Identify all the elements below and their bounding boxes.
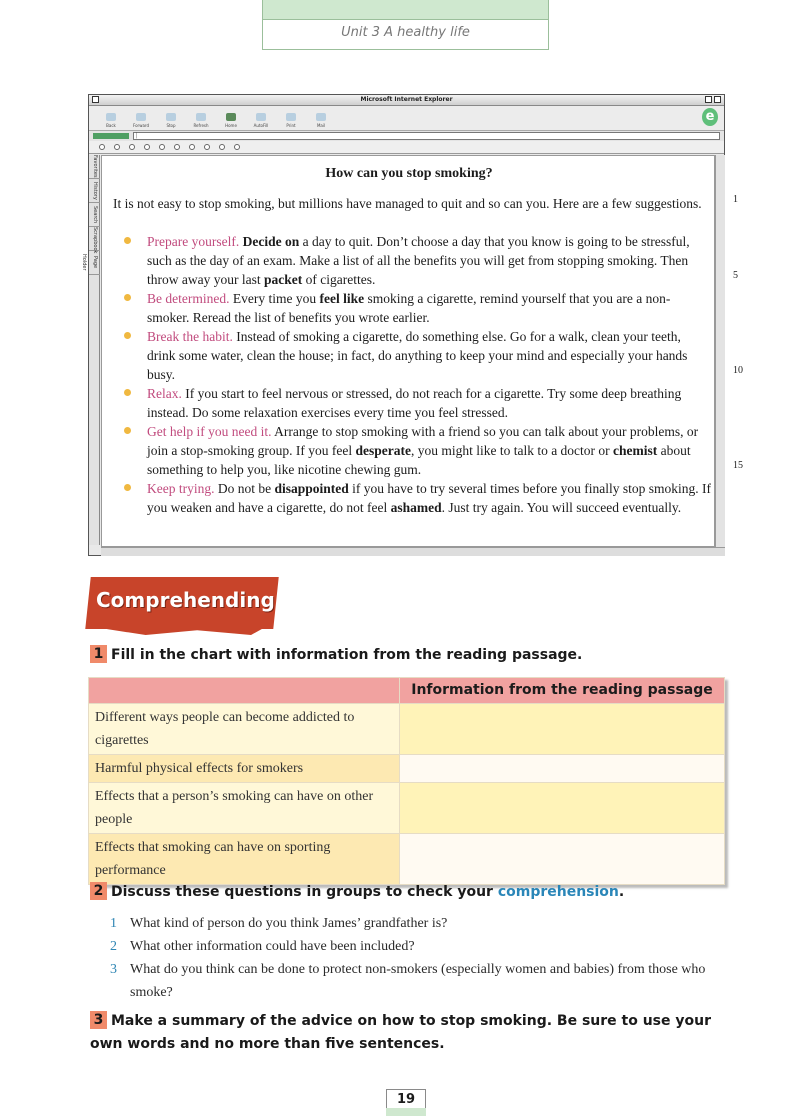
- table-row: [89, 755, 725, 783]
- bullet-icon: [124, 294, 131, 301]
- section-title: Comprehending: [96, 588, 275, 612]
- article-title: How can you stop smoking?: [325, 166, 493, 181]
- answer-cell[interactable]: [400, 704, 725, 755]
- list-item: Relax. If you start to feel nervous or stressed, do not reach for a cigarette. Try some deep breathing instead. Do some relaxation exercises every time you feel stressed.: [113, 384, 711, 422]
- tab-page-holder[interactable]: Page Holder: [89, 251, 100, 275]
- forward-icon: [136, 113, 146, 121]
- answer-cell[interactable]: [400, 783, 725, 834]
- table-row: [89, 834, 725, 885]
- web-page-content: [101, 155, 715, 547]
- tip-heading: Get help if you need it.: [147, 424, 272, 439]
- links-bar: [89, 141, 724, 154]
- vertical-scrollbar[interactable]: [715, 155, 725, 547]
- row-label: Effects that a person’s smoking can have on other people: [89, 783, 400, 834]
- browser-toolbar: [89, 106, 724, 130]
- link-button[interactable]: [144, 144, 152, 150]
- row-label: Harmful physical effects for smokers: [89, 755, 400, 783]
- link-icon: [99, 144, 105, 150]
- tip-heading: Keep trying.: [147, 481, 215, 496]
- link-icon: [114, 144, 120, 150]
- tab-favorites[interactable]: Favorites: [89, 155, 100, 179]
- link-icon: [144, 144, 150, 150]
- task-number: 1: [90, 645, 107, 663]
- task-number: 2: [90, 882, 107, 900]
- link-icon: [219, 144, 225, 150]
- horizontal-scrollbar[interactable]: [101, 547, 725, 556]
- refresh-icon: [196, 113, 206, 121]
- link-button[interactable]: [99, 144, 107, 150]
- tip-heading: Be determined.: [147, 291, 230, 306]
- tip-heading: Break the habit.: [147, 329, 233, 344]
- row-label: Effects that smoking can have on sporting performance: [89, 834, 400, 885]
- bullet-icon: [124, 389, 131, 396]
- tips-list: [113, 232, 711, 517]
- line-number: 10: [733, 365, 743, 376]
- link-icon: [204, 144, 210, 150]
- zoom-box-icon[interactable]: [705, 96, 712, 103]
- tab-search[interactable]: Search: [89, 203, 100, 227]
- table-row: [89, 783, 725, 834]
- tab-history[interactable]: History: [89, 179, 100, 203]
- task-text: Make a summary of the advice on how to stop smoking. Be sure to use your own words and no more than five sentences.: [90, 1013, 711, 1052]
- information-chart: [88, 677, 725, 885]
- forward-button[interactable]: Forward: [127, 113, 155, 128]
- list-item: 3 What do you think can be done to protect non-smokers (especially women and babies) from those who smoke?: [110, 962, 706, 1000]
- link-button[interactable]: [234, 144, 242, 150]
- list-item: Get help if you need it. Arrange to stop smoking with a friend so you can talk about your problems, or join a stop-smoking group. If you feel desperate, you might like to talk to a doctor or chemist about something to help you, like nicotine chewing gum.: [113, 422, 711, 479]
- line-number: 5: [733, 270, 738, 281]
- refresh-button[interactable]: Refresh: [187, 113, 215, 128]
- address-label: [93, 133, 129, 139]
- link-button[interactable]: [174, 144, 182, 150]
- back-icon: [106, 113, 116, 121]
- window-title: Microsoft Internet Explorer: [360, 96, 453, 103]
- collapse-box-icon[interactable]: [714, 96, 721, 103]
- link-icon: [189, 144, 195, 150]
- highlight-word: comprehension: [497, 884, 619, 900]
- tab-scrapbook[interactable]: Scrapbook: [89, 227, 100, 251]
- list-item: Prepare yourself. Decide on a day to quit. Don’t choose a day that you know is going to be stressful, such as the day of an exam. Make a list of all the benefits you will get from stopping smoking. Then throw away your last packet of cigarettes.: [113, 232, 711, 289]
- autofill-button[interactable]: AutoFill: [247, 113, 275, 128]
- link-button[interactable]: [204, 144, 212, 150]
- unit-header: [262, 0, 549, 50]
- link-button[interactable]: [159, 144, 167, 150]
- link-icon: [174, 144, 180, 150]
- home-button[interactable]: Home: [217, 113, 245, 128]
- link-button[interactable]: [189, 144, 197, 150]
- page-number: 19: [386, 1089, 426, 1111]
- bullet-icon: [124, 237, 131, 244]
- list-item: 1 What kind of person do you think James’ grandfather is?: [110, 916, 448, 931]
- print-icon: [286, 113, 296, 121]
- explorer-side-tabs: [81, 155, 100, 545]
- bullet-icon: [124, 484, 131, 491]
- link-icon: [234, 144, 240, 150]
- table-row: [89, 704, 725, 755]
- task-text: Fill in the chart with information from the reading passage.: [111, 647, 583, 663]
- answer-cell[interactable]: [400, 755, 725, 783]
- stop-button[interactable]: Stop: [157, 113, 185, 128]
- stop-icon: [166, 113, 176, 121]
- table-header-right: Information from the reading passage: [400, 678, 725, 704]
- task-number: 3: [90, 1011, 107, 1029]
- bullet-icon: [124, 427, 131, 434]
- autofill-icon: [256, 113, 266, 121]
- task-2: 2 Discuss these questions in groups to check your comprehension.: [90, 881, 624, 904]
- task-1: [90, 644, 582, 667]
- link-icon: [129, 144, 135, 150]
- address-input[interactable]: |: [133, 132, 720, 140]
- row-label: Different ways people can become addicted to cigarettes: [89, 704, 400, 755]
- link-button[interactable]: [114, 144, 122, 150]
- answer-cell[interactable]: [400, 834, 725, 885]
- browser-window: [81, 94, 725, 556]
- address-bar: [89, 130, 724, 141]
- list-item: Keep trying. Do not be disappointed if you have to try several times before you finally stop smoking. If you weaken and have a cigarette, do not feel ashamed. Just try again. You will succeed eventually.: [113, 479, 711, 517]
- mail-button[interactable]: Mail: [307, 113, 335, 128]
- tip-heading: Relax.: [147, 386, 182, 401]
- home-icon: [226, 113, 236, 121]
- bullet-icon: [124, 332, 131, 339]
- article-intro: It is not easy to stop smoking, but millions have managed to quit and so can you. Here are a few suggestions.: [113, 196, 702, 211]
- discussion-questions: [110, 912, 730, 1004]
- list-item: 2 What other information could have been included?: [110, 939, 415, 954]
- line-number: 1: [733, 194, 738, 205]
- list-item: Be determined. Every time you feel like smoking a cigarette, remind yourself that you are a non-smoker. Reread the list of benefits you wrote earlier.: [113, 289, 711, 327]
- line-number: 15: [733, 460, 743, 471]
- back-button[interactable]: Back: [97, 113, 125, 128]
- table-header-left: [89, 678, 400, 704]
- tip-heading: Prepare yourself.: [147, 234, 240, 249]
- print-button[interactable]: Print: [277, 113, 305, 128]
- link-button[interactable]: [129, 144, 137, 150]
- unit-title: Unit 3 A healthy life: [341, 25, 470, 40]
- task-3: [90, 1010, 730, 1056]
- link-button[interactable]: [219, 144, 227, 150]
- link-icon: [159, 144, 165, 150]
- ie-logo-icon: e: [702, 108, 718, 126]
- list-item: Break the habit. Instead of smoking a cigarette, do something else. Go for a walk, clean your teeth, drink some water, clean the house; in fact, do anything to keep your mind and especially your hands busy.: [113, 327, 711, 384]
- mail-icon: [316, 113, 326, 121]
